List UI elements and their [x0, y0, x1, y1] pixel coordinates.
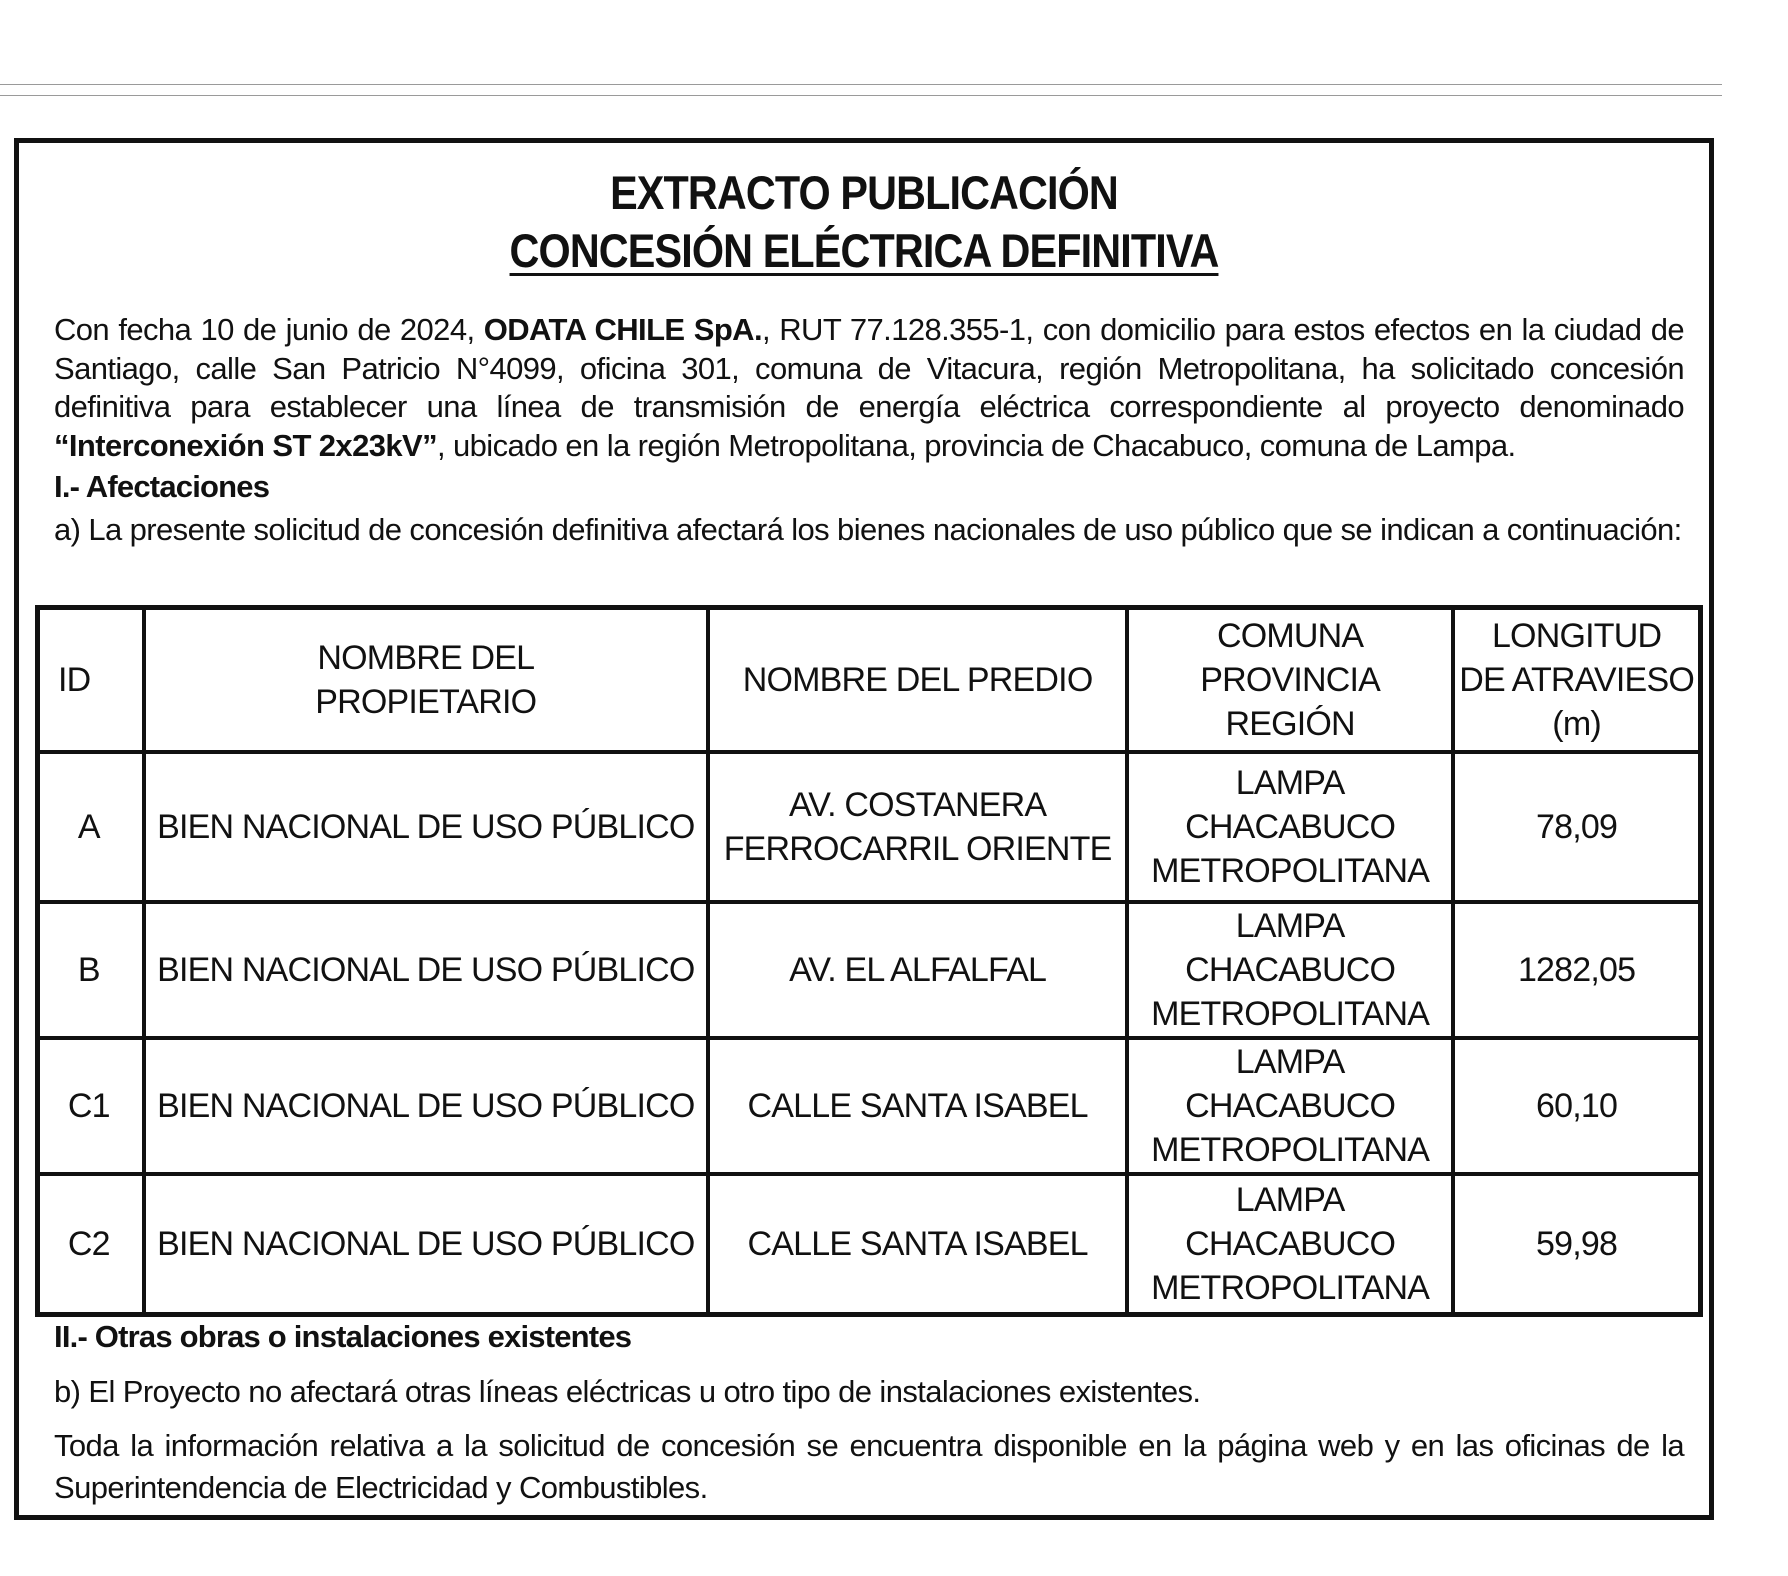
header-comuna-line: COMUNA	[1216, 617, 1364, 655]
cell-predio-line: CALLE SANTA ISABEL	[747, 1225, 1088, 1263]
header-length	[1453, 608, 1700, 753]
cell-comuna-line: CHACABUCO	[1185, 951, 1396, 989]
intro-paragraph	[54, 311, 1684, 465]
cell-comuna-line: METROPOLITANA	[1151, 995, 1430, 1033]
affected-assets-table	[35, 605, 1703, 1317]
header-owner-line: NOMBRE DEL	[317, 639, 535, 677]
notice-frame	[14, 138, 1714, 1520]
header-length-line: DE ATRAVIESO	[1459, 661, 1694, 699]
cell-owner: BIEN NACIONAL DE USO PÚBLICO	[144, 902, 709, 1038]
cell-id: C1	[38, 1038, 144, 1174]
cell-comuna-line: LAMPA	[1235, 764, 1345, 802]
cell-comuna-line: CHACABUCO	[1185, 1225, 1396, 1263]
top-divider-line	[0, 84, 1722, 85]
cell-length: 60,10	[1453, 1038, 1700, 1174]
section-heading-afectaciones: I.- Afectaciones	[54, 469, 270, 504]
cell-comuna-line: CHACABUCO	[1185, 1087, 1396, 1125]
cell-comuna	[1127, 1174, 1453, 1315]
table-row	[38, 1038, 1701, 1174]
company-name: ODATA CHILE SpA.	[483, 312, 762, 347]
cell-comuna-line: LAMPA	[1235, 1181, 1345, 1219]
cell-comuna-line: LAMPA	[1235, 1043, 1345, 1081]
cell-length: 59,98	[1453, 1174, 1700, 1315]
top-divider-line-2	[0, 95, 1722, 96]
header-owner	[144, 608, 709, 753]
header-owner-line: PROPIETARIO	[315, 683, 537, 721]
cell-predio	[708, 752, 1127, 902]
intro-text-2: , RUT 77.128.355-1, con domicilio para estos efectos en la ciudad de Santiago, calle San Patricio N°4099, oficina 301, comuna de Vitacura, región Metropolitana, ha solicitado concesión definitiva para establecer una línea de transmisión de energía eléctrica correspondiente al proyecto denominado	[54, 312, 1684, 424]
header-comuna-line: REGIÓN	[1225, 705, 1355, 743]
intro-text-1: Con fecha 10 de junio de 2024,	[54, 312, 484, 347]
header-length-line: LONGITUD	[1491, 617, 1662, 655]
section-heading-otras-obras: II.- Otras obras o instalaciones existentes	[54, 1319, 632, 1354]
header-comuna-line: PROVINCIA	[1200, 661, 1381, 699]
cell-owner: BIEN NACIONAL DE USO PÚBLICO	[144, 1174, 709, 1315]
cell-predio-line: AV. COSTANERA	[788, 786, 1047, 824]
cell-predio	[708, 1038, 1127, 1174]
cell-predio	[708, 902, 1127, 1038]
table-row	[38, 752, 1701, 902]
closing-paragraph: Toda la información relativa a la solicitud de concesión se encuentra disponible en la página web y en las oficinas de la Superintendencia de Electricidad y Combustibles.	[54, 1428, 1684, 1505]
table-row	[38, 902, 1701, 1038]
cell-comuna	[1127, 902, 1453, 1038]
table-header-row	[38, 608, 1701, 753]
cell-owner: BIEN NACIONAL DE USO PÚBLICO	[144, 752, 709, 902]
cell-comuna-line: CHACABUCO	[1185, 808, 1396, 846]
notice-subtitle-text: CONCESIÓN ELÉCTRICA DEFINITIVA	[509, 224, 1219, 277]
cell-predio	[708, 1174, 1127, 1315]
cell-comuna	[1127, 1038, 1453, 1174]
cell-comuna-line: METROPOLITANA	[1151, 1131, 1430, 1169]
cell-length: 1282,05	[1453, 902, 1700, 1038]
cell-id: B	[38, 902, 144, 1038]
cell-id: C2	[38, 1174, 144, 1315]
project-name: “Interconexión ST 2x23kV”	[54, 427, 437, 463]
cell-comuna-line: METROPOLITANA	[1151, 852, 1430, 890]
cell-comuna-line: METROPOLITANA	[1151, 1269, 1430, 1307]
notice-title: EXTRACTO PUBLICACIÓN	[610, 166, 1118, 219]
section-text-afectaciones: a) La presente solicitud de concesión definitiva afectará los bienes nacionales de uso público que se indican a continuación:	[54, 512, 1682, 547]
section-text-otras-obras: b) El Proyecto no afectará otras líneas eléctricas u otro tipo de instalaciones existentes.	[54, 1374, 1201, 1409]
cell-comuna-line: LAMPA	[1235, 907, 1345, 945]
cell-predio-line: AV. EL ALFALFAL	[789, 951, 1047, 989]
cell-length: 78,09	[1453, 752, 1700, 902]
intro-text-3: , ubicado en la región Metropolitana, provincia de Chacabuco, comuna de Lampa.	[436, 427, 1516, 463]
cell-predio-line: CALLE SANTA ISABEL	[747, 1087, 1088, 1125]
header-id: ID	[38, 608, 144, 753]
cell-owner: BIEN NACIONAL DE USO PÚBLICO	[144, 1038, 709, 1174]
cell-predio-line: FERROCARRIL ORIENTE	[723, 830, 1112, 868]
header-predio: NOMBRE DEL PREDIO	[708, 608, 1127, 753]
header-length-line: (m)	[1552, 705, 1601, 743]
cell-comuna	[1127, 752, 1453, 902]
cell-id: A	[38, 752, 144, 902]
header-comuna	[1127, 608, 1453, 753]
table-row	[38, 1174, 1701, 1315]
notice-subtitle	[120, 223, 1607, 278]
